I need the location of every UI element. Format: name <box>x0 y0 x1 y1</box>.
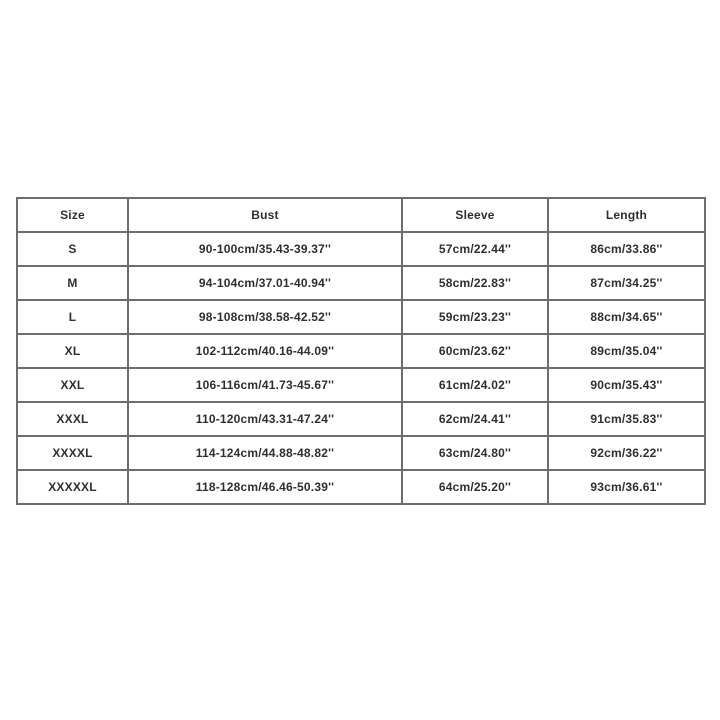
size-chart-container <box>16 197 704 505</box>
cell-size: XL <box>17 334 128 368</box>
cell-size: XXXXL <box>17 436 128 470</box>
cell-bust: 110-120cm/43.31-47.24'' <box>128 402 402 436</box>
cell-size: M <box>17 266 128 300</box>
cell-size: XXXXXL <box>17 470 128 504</box>
cell-length: 92cm/36.22'' <box>548 436 705 470</box>
cell-bust: 90-100cm/35.43-39.37'' <box>128 232 402 266</box>
col-header-sleeve: Sleeve <box>402 198 548 232</box>
cell-size: XXXL <box>17 402 128 436</box>
col-header-bust: Bust <box>128 198 402 232</box>
cell-length: 89cm/35.04'' <box>548 334 705 368</box>
cell-length: 93cm/36.61'' <box>548 470 705 504</box>
cell-sleeve: 60cm/23.62'' <box>402 334 548 368</box>
col-header-size: Size <box>17 198 128 232</box>
cell-sleeve: 61cm/24.02'' <box>402 368 548 402</box>
cell-bust: 94-104cm/37.01-40.94'' <box>128 266 402 300</box>
cell-length: 88cm/34.65'' <box>548 300 705 334</box>
table-row <box>17 368 705 402</box>
cell-bust: 98-108cm/38.58-42.52'' <box>128 300 402 334</box>
cell-size: L <box>17 300 128 334</box>
table-row <box>17 470 705 504</box>
cell-size: S <box>17 232 128 266</box>
cell-bust: 106-116cm/41.73-45.67'' <box>128 368 402 402</box>
cell-length: 86cm/33.86'' <box>548 232 705 266</box>
size-chart-table <box>16 197 706 505</box>
cell-length: 90cm/35.43'' <box>548 368 705 402</box>
cell-length: 87cm/34.25'' <box>548 266 705 300</box>
table-row <box>17 266 705 300</box>
cell-bust: 114-124cm/44.88-48.82'' <box>128 436 402 470</box>
cell-sleeve: 63cm/24.80'' <box>402 436 548 470</box>
table-row <box>17 334 705 368</box>
cell-sleeve: 64cm/25.20'' <box>402 470 548 504</box>
cell-size: XXL <box>17 368 128 402</box>
cell-bust: 118-128cm/46.46-50.39'' <box>128 470 402 504</box>
header-row <box>17 198 705 232</box>
cell-bust: 102-112cm/40.16-44.09'' <box>128 334 402 368</box>
cell-sleeve: 58cm/22.83'' <box>402 266 548 300</box>
cell-sleeve: 59cm/23.23'' <box>402 300 548 334</box>
cell-sleeve: 57cm/22.44'' <box>402 232 548 266</box>
table-row <box>17 232 705 266</box>
table-row <box>17 402 705 436</box>
table-row <box>17 300 705 334</box>
cell-sleeve: 62cm/24.41'' <box>402 402 548 436</box>
col-header-length: Length <box>548 198 705 232</box>
cell-length: 91cm/35.83'' <box>548 402 705 436</box>
table-row <box>17 436 705 470</box>
